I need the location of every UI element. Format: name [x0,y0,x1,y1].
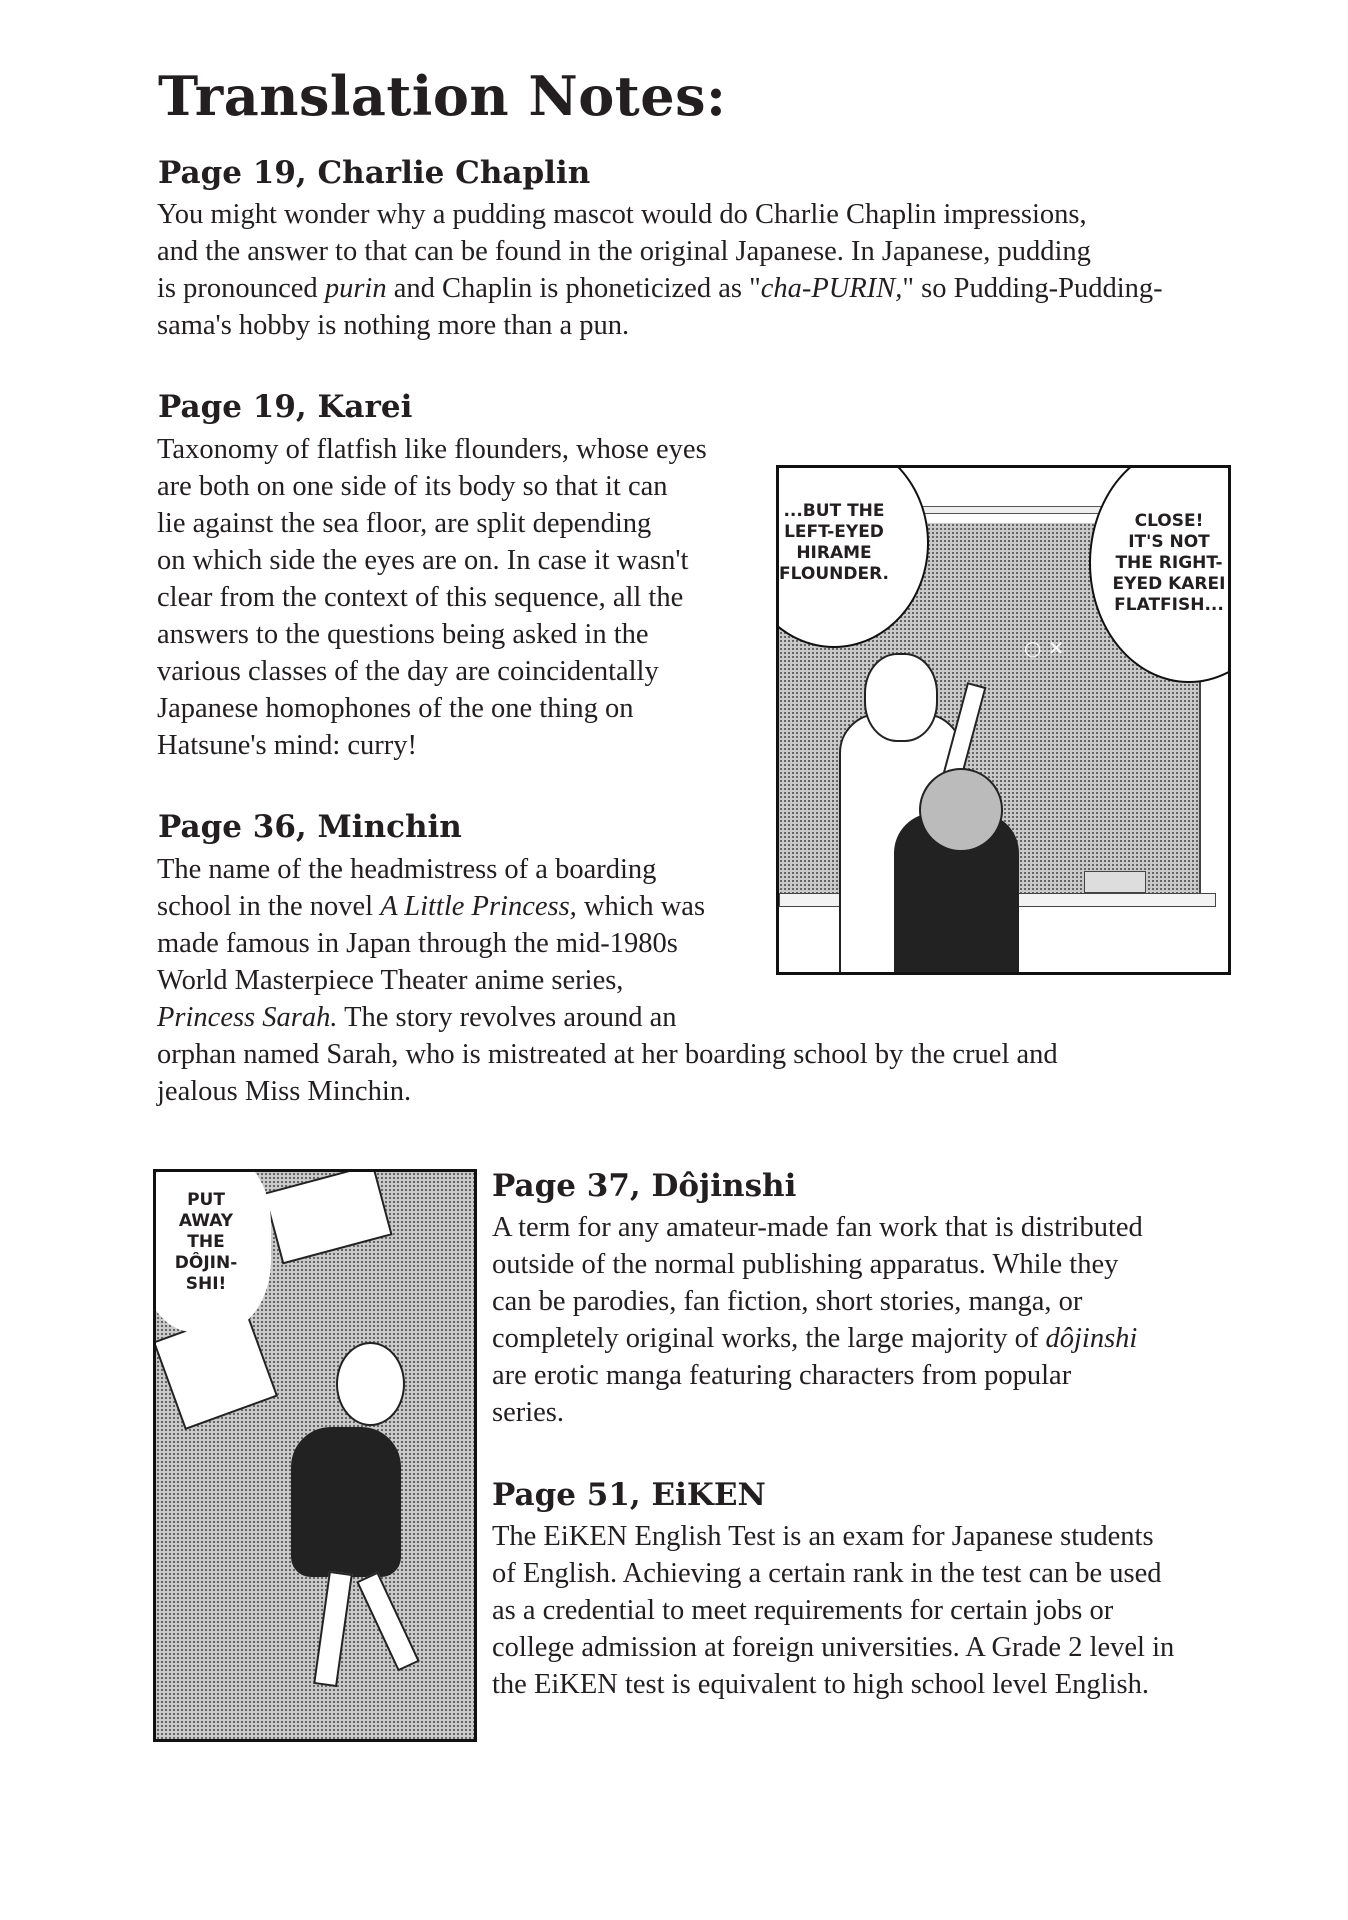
text-segment: school in the novel [157,891,381,922]
note-line [157,616,707,653]
note-line [492,1592,1174,1629]
text-segment: World Masterpiece Theater anime series, [157,965,624,996]
text-segment: on which side the eyes are on. In case it wasn't [157,545,689,576]
note-line [157,468,707,505]
note-heading-minchin: Page 36, Minchin [158,809,462,845]
text-segment: are both on one side of its body so that it can [157,471,668,502]
note-body-karei [157,431,707,764]
text-segment: the EiKEN test is equivalent to high school level English. [492,1669,1149,1700]
text-segment: jealous Miss Minchin. [157,1076,412,1107]
italic-text: Princess Sarah. [157,1002,338,1033]
note-heading-dojinshi: Page 37, Dôjinshi [492,1168,797,1204]
note-body-dojinshi [492,1209,1143,1431]
text-segment: answers to the questions being asked in the [157,619,649,650]
note-line [492,1209,1143,1246]
manga-panel-dojinshi [153,1169,477,1742]
note-line [157,999,1058,1036]
manga-panel-classroom [776,465,1231,975]
girl-leg [313,1571,353,1687]
italic-text: A Little Princess, [380,891,577,922]
note-heading-chaplin: Page 19, Charlie Chaplin [158,155,591,191]
text-segment: The story revolves around an [337,1002,677,1033]
note-line [157,431,707,468]
text-segment: made famous in Japan through the mid-1980s [157,928,678,959]
text-segment: completely original works, the large majority of [492,1323,1046,1354]
student-head [919,768,1003,852]
note-line [492,1357,1143,1394]
text-segment: The name of the headmistress of a boarding [157,854,657,885]
speech-bubble-left: ...BUT THE LEFT-EYED HIRAME FLOUNDER. [776,465,929,648]
note-line [157,270,1163,307]
girl-leg [356,1572,420,1672]
note-line [157,727,707,764]
note-heading-karei: Page 19, Karei [158,389,413,425]
note-line [492,1666,1174,1703]
note-line [157,233,1163,270]
text-segment: You might wonder why a pudding mascot would do Charlie Chaplin impressions, [157,199,1087,230]
text-segment: A term for any amateur-made fan work that is distributed [492,1212,1143,1243]
note-body-chaplin [157,196,1163,344]
italic-text: cha-PURIN, [760,273,903,304]
text-segment: as a credential to meet requirements for certain jobs or [492,1595,1114,1626]
speech-bubble-right: CLOSE! IT'S NOT THE RIGHT- EYED KAREI FLATFISH... [1089,465,1231,683]
note-line [157,542,707,579]
girl-head [336,1342,405,1426]
note-body-eiken [492,1518,1174,1703]
note-line [492,1246,1143,1283]
text-segment: The EiKEN English Test is an exam for Japanese students [492,1521,1154,1552]
note-line [492,1394,1143,1431]
text-segment: outside of the normal publishing apparatus. While they [492,1249,1119,1280]
text-segment: Japanese homophones of the one thing on [157,693,634,724]
note-line [492,1555,1174,1592]
text-segment: is pronounced [157,273,325,304]
note-line [157,653,707,690]
text-segment: and the answer to that can be found in the original Japanese. In Japanese, pudding [157,236,1091,267]
text-segment: orphan named Sarah, who is mistreated at her boarding school by the cruel and [157,1039,1058,1070]
note-line [157,1036,1058,1073]
note-line [157,690,707,727]
italic-text: dôjinshi [1045,1323,1138,1354]
note-line [157,505,707,542]
text-segment: clear from the context of this sequence, all the [157,582,684,613]
note-line [157,579,707,616]
note-line [157,1073,1058,1110]
text-segment: lie against the sea floor, are split depending [157,508,652,539]
text-segment: series. [492,1397,565,1428]
text-segment: can be parodies, fan fiction, short stories, manga, or [492,1286,1083,1317]
text-segment: and Chaplin is phoneticized as " [386,273,761,304]
speech-bubble: PUT AWAY THE DÔJIN- SHI! [153,1169,271,1332]
note-line [492,1518,1174,1555]
girl-dress [291,1427,401,1577]
teacher-head [864,653,938,742]
italic-text: purin [324,273,387,304]
eraser [1084,871,1146,893]
desk [263,1169,392,1264]
text-segment: are erotic manga featuring characters from popular [492,1360,1072,1391]
text-segment: " so Pudding-Pudding- [902,273,1163,304]
note-heading-eiken: Page 51, EiKEN [492,1477,766,1513]
page-title: Translation Notes: [158,64,727,128]
note-line [492,1320,1143,1357]
note-line [492,1629,1174,1666]
text-segment: Hatsune's mind: curry! [157,730,417,761]
note-line [157,307,1163,344]
text-segment: Taxonomy of flatfish like flounders, whose eyes [157,434,707,465]
text-segment: sama's hobby is nothing more than a pun. [157,310,630,341]
text-segment: of English. Achieving a certain rank in the test can be used [492,1558,1162,1589]
text-segment: college admission at foreign universities. A Grade 2 level in [492,1632,1175,1663]
text-segment: various classes of the day are coincidentally [157,656,659,687]
text-segment: which was [576,891,706,922]
note-line [157,196,1163,233]
board-marks: ○ ✕ [1024,636,1065,660]
note-line [492,1283,1143,1320]
